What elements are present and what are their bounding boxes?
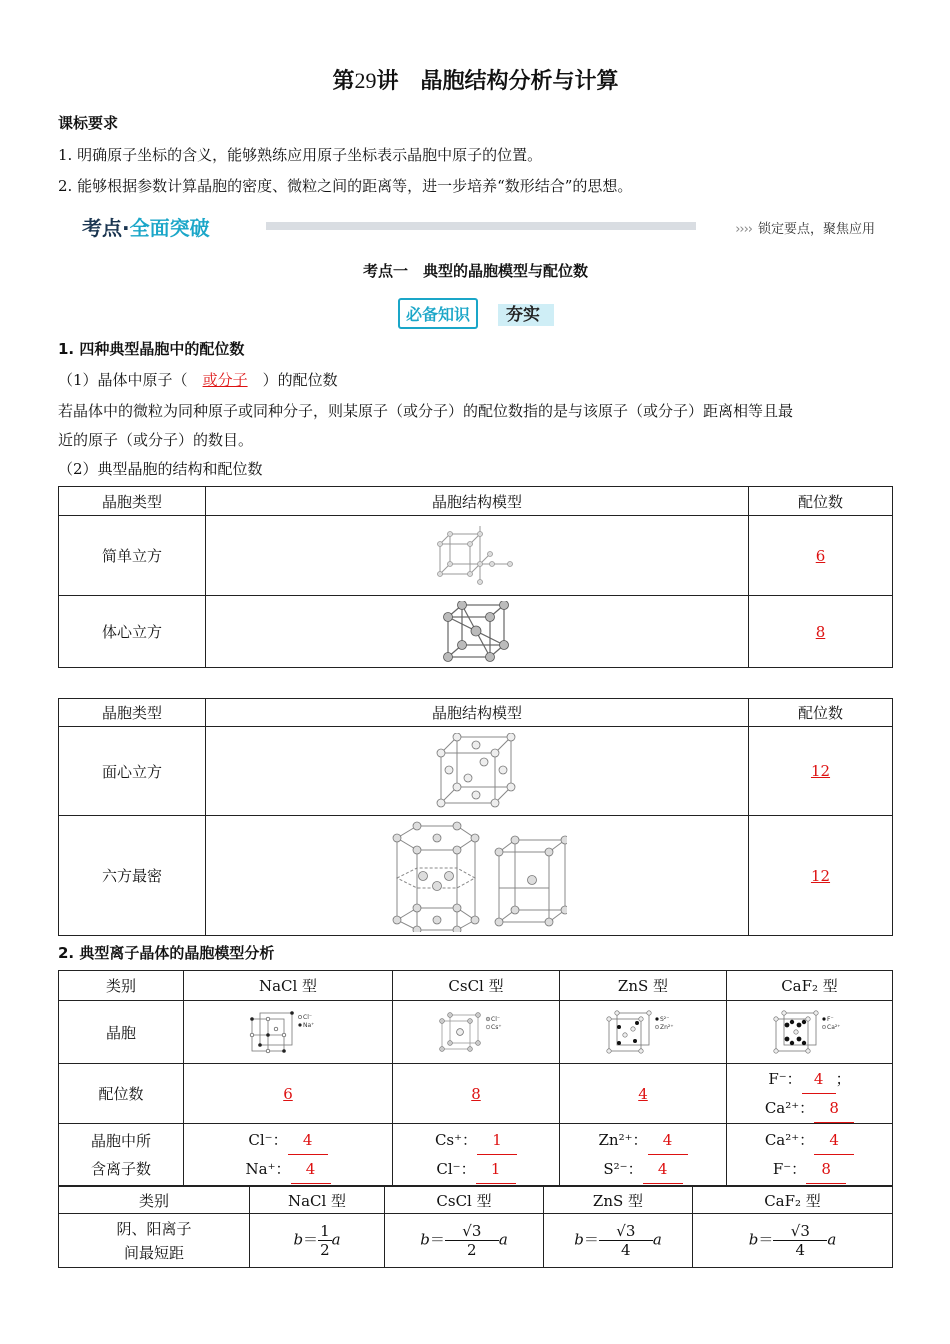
nacl-model <box>184 1001 393 1064</box>
svg-text:Cl⁻: Cl⁻ <box>491 1016 501 1023</box>
requirement-1: 1. 明确原子坐标的含义，能够熟练应用原子坐标表示晶胞中原子的位置。 <box>58 146 543 164</box>
table-row: 晶胞 Cl⁻ Na⁺ Cl⁻ Cs⁺ S²⁻ Zn²⁺ F⁻ Ca²⁺ <box>59 1001 893 1064</box>
svg-text:Zn²⁺: Zn²⁺ <box>660 1024 674 1031</box>
simple-cubic-model <box>206 516 749 596</box>
knowledge-badge: 必备知识 夯实 <box>398 296 558 328</box>
svg-text:Ca²⁺: Ca²⁺ <box>826 1024 840 1031</box>
simple-cubic-icon <box>432 526 522 586</box>
caf2-model <box>727 1001 893 1064</box>
svg-text:F⁻: F⁻ <box>826 1016 834 1023</box>
cscl-model <box>393 1001 560 1064</box>
requirement-2: 2. 能够根据参数计算晶胞的密度、微粒之间的距离等，进一步培养“数形结合”的思想。 <box>58 177 633 195</box>
part1-heading: 1. 四种典型晶胞中的配位数 <box>58 340 245 358</box>
requirements-heading: 课标要求 <box>58 114 119 132</box>
section-banner: 考点·全面突破 ›››› 锁定要点，聚焦应用 <box>82 216 875 240</box>
banner-bar <box>266 222 696 230</box>
part1-p2: 若晶体中的微粒为同种原子或同种分子，则某原子（或分子）的配位数指的是与该原子（或分子）距离相等且最 <box>58 402 794 420</box>
table-header-row: 类别 NaCl 型 CsCl 型 ZnS 型 CaF₂ 型 <box>59 1187 893 1214</box>
svg-text:Cs⁺: Cs⁺ <box>491 1024 502 1031</box>
section-title: 考点一 典型的晶胞模型与配位数 <box>362 262 588 280</box>
table-row: 阴、阳离子 间最短距 b＝ $\frac{1}{2}$ a b＝ $\frac{√3}{2}$ a b＝ $\frac{√3}{4}$ a b＝ $\frac{√3}{4}$ a <box>59 1214 893 1268</box>
bcc-icon <box>442 601 512 663</box>
fcc-icon <box>435 733 519 809</box>
table-header-row: 类别 NaCl 型 CsCl 型 ZnS 型 CaF₂ 型 <box>59 971 893 1001</box>
part2-heading: 2. 典型离子晶体的晶胞模型分析 <box>58 944 275 962</box>
part1-p3: 近的原子（或分子）的数目。 <box>58 431 254 449</box>
nacl-cell-icon <box>248 1009 328 1055</box>
svg-text:Na⁺: Na⁺ <box>303 1022 315 1029</box>
table-ionic-crystals <box>58 970 893 1186</box>
table-ion-distance <box>58 1186 893 1268</box>
part1-p1: （1）晶体中原子（ 或分子 ）的配位数 <box>58 371 338 389</box>
table-row: 六方最密 12 <box>59 816 893 936</box>
table-row: 简单立方 6 <box>59 516 893 596</box>
table-cell-types-2 <box>58 698 893 936</box>
page-title: 第29讲 晶胞结构分析与计算 <box>332 68 619 94</box>
part1-p4: （2）典型晶胞的结构和配位数 <box>58 460 263 478</box>
table-row: 面心立方 12 <box>59 727 893 816</box>
table-header-row: 晶胞类型 晶胞结构模型 配位数 <box>59 699 893 727</box>
bcc-model <box>206 596 749 668</box>
table-row: 配位数 6 8 4 F⁻： 4 ； Ca²⁺： 8 <box>59 1064 893 1124</box>
svg-text:S²⁻: S²⁻ <box>660 1016 670 1023</box>
caf2-cell-icon <box>770 1009 850 1055</box>
svg-text:Cl⁻: Cl⁻ <box>303 1014 313 1021</box>
zns-cell-icon <box>603 1009 683 1055</box>
table-cell-types-1 <box>58 486 893 668</box>
cscl-cell-icon <box>436 1009 516 1055</box>
hcp-icon <box>387 820 567 932</box>
table-row: 晶胞中所 含离子数 Cl⁻： 4 Na⁺： 4 Cs⁺： 1 Cl⁻： 1 Zn²⁺： 4 S²⁻： 4 Ca²⁺： 4 F⁻： 8 <box>59 1124 893 1186</box>
table-header-row: 晶胞类型 晶胞结构模型 配位数 <box>59 487 893 516</box>
chevrons-icon: ›››› <box>735 222 752 237</box>
hcp-model <box>206 816 749 936</box>
zns-model <box>560 1001 727 1064</box>
fcc-model <box>206 727 749 816</box>
table-row: 体心立方 8 <box>59 596 893 668</box>
